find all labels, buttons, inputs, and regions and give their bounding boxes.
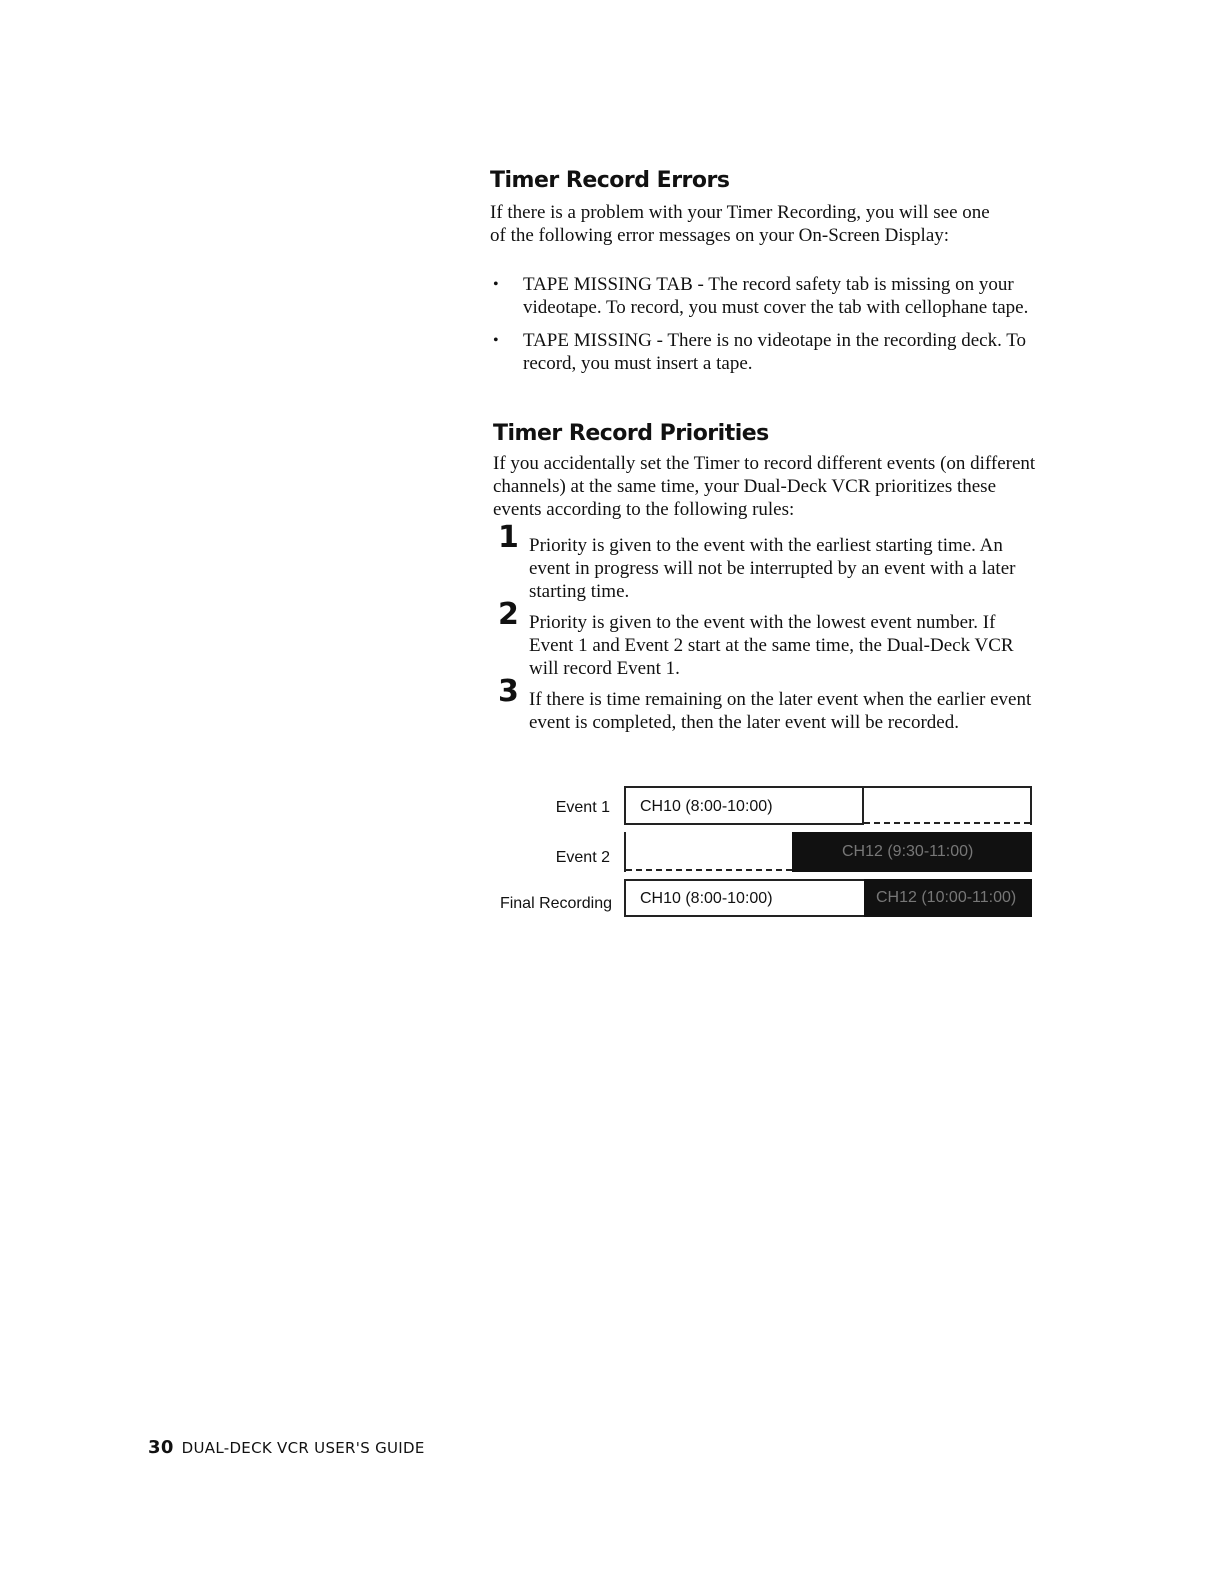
final-block-1-label: CH10 (8:00-10:00) xyxy=(640,890,773,907)
row-label-event-1: Event 1 xyxy=(555,799,610,816)
section-heading-priorities: Timer Record Priorities xyxy=(493,421,769,446)
list-item: • TAPE MISSING - There is no videotape in the recording deck. To record, you must insert a tape. xyxy=(493,330,1027,374)
bullet-icon: • xyxy=(493,276,499,293)
list-item: • TAPE MISSING TAB - The record safety tab is missing on your videotape. To record, you must cover the tab with cellophane tape. xyxy=(493,274,1029,318)
event-2-block-label: CH12 (9:30-11:00) xyxy=(842,843,974,860)
list-item: 1 Priority is given to the event with the earliest starting time. An event in progress will not be interrupted by an event with a later starting time. xyxy=(498,520,1016,602)
list-item: 3 If there is time remaining on the later event when the earlier event event is completed, then the later event will be recorded. xyxy=(498,674,1032,733)
row-label-event-2: Event 2 xyxy=(555,849,610,866)
priorities-intro: If you accidentally set the Timer to record different events (on different channels) at the same time, your Dual-Deck VCR prioritizes these events according to the following rules: xyxy=(493,453,1036,520)
page-number: 30 xyxy=(148,1437,174,1458)
page-footer xyxy=(148,1437,425,1458)
rule-number: 3 xyxy=(498,674,519,709)
bullet-icon: • xyxy=(493,332,499,349)
error-list xyxy=(490,273,1030,385)
event-2-dashed-lead xyxy=(626,869,792,871)
event-1-block-label: CH10 (8:00-10:00) xyxy=(640,798,773,815)
event-2-left-edge xyxy=(624,832,626,872)
row-label-final-recording: Final Recording xyxy=(499,895,612,912)
errors-intro: If there is a problem with your Timer Recording, you will see one of the following error messages on your On-Screen Display: xyxy=(490,202,990,246)
rule-number: 1 xyxy=(498,520,519,555)
event-1-dashed-extension xyxy=(864,822,1030,824)
priority-rules-list xyxy=(493,520,1033,742)
section-heading-errors: Timer Record Errors xyxy=(490,168,730,193)
final-block-2-label: CH12 (10:00-11:00) xyxy=(876,889,1017,906)
guide-title: DUAL-DECK VCR USER'S GUIDE xyxy=(181,1439,425,1457)
list-item: 2 Priority is given to the event with the lowest event number. If Event 1 and Event 2 start at the same time, the Dual-Deck VCR will record Event 1. xyxy=(498,597,1014,679)
rule-number: 2 xyxy=(498,597,519,632)
